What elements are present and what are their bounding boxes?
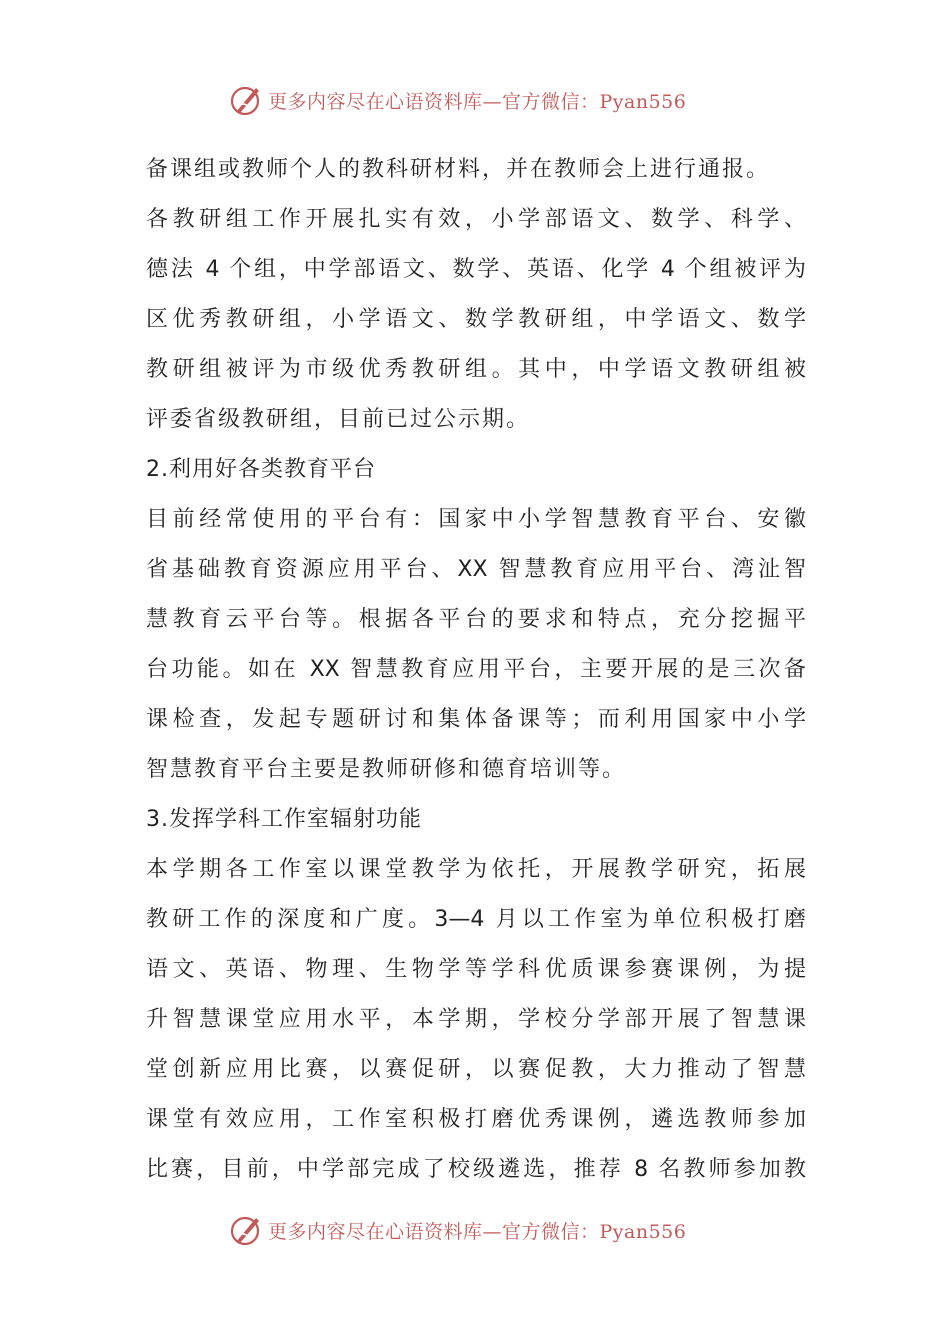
paragraph-line: 教研工作的深度和广度。3—4 月以工作室为单位积极打磨 — [146, 907, 806, 932]
paragraph-line: 省基础教育资源应用平台、XX 智慧教育应用平台、湾沚智 — [146, 557, 806, 582]
paragraph-line: 慧教育云平台等。根据各平台的要求和特点，充分挖掘平 — [146, 607, 806, 632]
paragraph-line: 课堂有效应用，工作室积极打磨优秀课例，遴选教师参加 — [146, 1107, 806, 1132]
quill-logo-icon — [228, 82, 264, 118]
paragraph-line: 备课组或教师个人的教科研材料，并在教师会上进行通报。 — [146, 157, 771, 182]
watermark-text: 更多内容尽在心语资料库—官方微信：Pyan556 — [268, 1220, 687, 1243]
section-heading: 2.利用好各类教育平台 — [146, 457, 376, 482]
watermark-text: 更多内容尽在心语资料库—官方微信：Pyan556 — [268, 90, 687, 113]
paragraph-line: 升智慧课堂应用水平，本学期，学校分学部开展了智慧课 — [146, 1007, 806, 1032]
paragraph-line: 课检查，发起专题研讨和集体备课等；而利用国家中小学 — [146, 707, 806, 732]
document-body — [146, 145, 806, 1195]
paragraph-line: 目前经常使用的平台有：国家中小学智慧教育平台、安徽 — [146, 507, 806, 532]
paragraph-line: 德法 4 个组，中学部语文、数学、英语、化学 4 个组被评为 — [146, 257, 806, 282]
paragraph-line: 比赛，目前，中学部完成了校级遴选，推荐 8 名教师参加教 — [146, 1157, 806, 1182]
quill-logo-icon — [228, 1212, 264, 1248]
paragraph-line: 语文、英语、物理、生物学等学科优质课参赛课例，为提 — [146, 957, 806, 982]
footer-watermark — [228, 1208, 748, 1252]
paragraph-line: 区优秀教研组，小学语文、数学教研组，中学语文、数学 — [146, 307, 806, 332]
paragraph-line: 台功能。如在 XX 智慧教育应用平台，主要开展的是三次备 — [146, 657, 806, 682]
header-watermark — [228, 78, 748, 122]
paragraph-line: 教研组被评为市级优秀教研组。其中，中学语文教研组被 — [146, 357, 806, 382]
paragraph-line: 堂创新应用比赛，以赛促研，以赛促教，大力推动了智慧 — [146, 1057, 806, 1082]
paragraph-line: 本学期各工作室以课堂教学为依托，开展教学研究，拓展 — [146, 857, 806, 882]
paragraph-line: 各教研组工作开展扎实有效，小学部语文、数学、科学、 — [146, 207, 806, 232]
paragraph-line: 评委省级教研组，目前已过公示期。 — [146, 407, 531, 432]
paragraph-line: 智慧教育平台主要是教师研修和德育培训等。 — [146, 757, 627, 782]
section-heading: 3.发挥学科工作室辐射功能 — [146, 807, 422, 832]
